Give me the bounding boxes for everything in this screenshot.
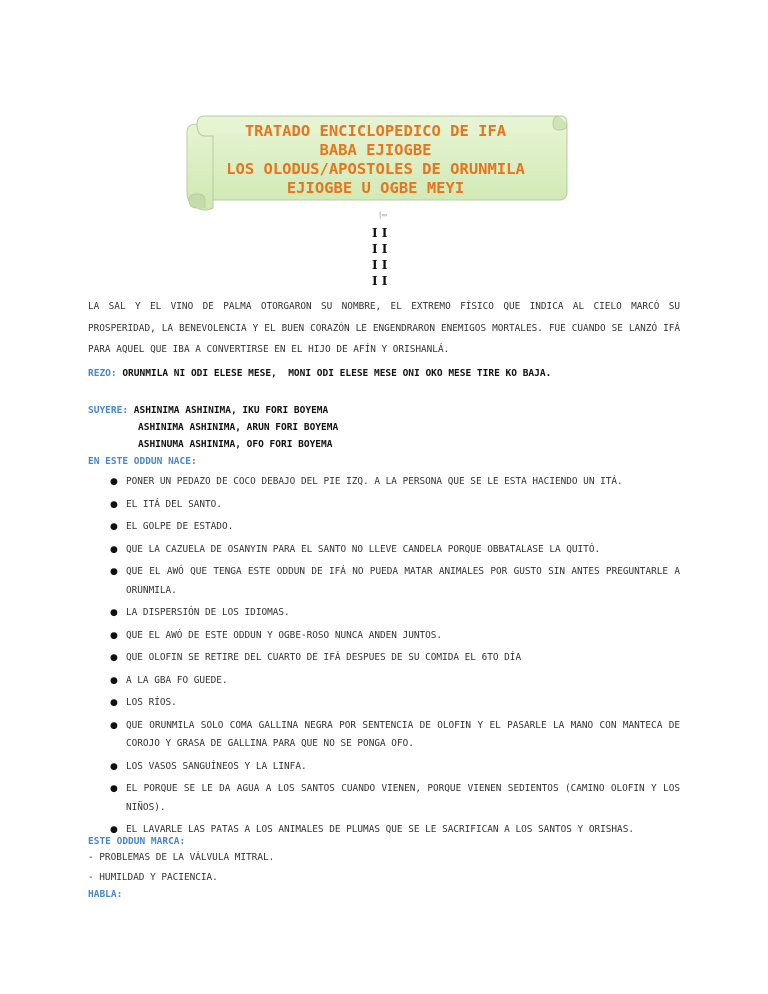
bullet-icon: ● [110,499,118,510]
banner-line-1: TRATADO ENCICLOPEDICO DE IFA [244,122,507,140]
list-item: ● QUE EL AWÓ QUE TENGA ESTE ODDUN DE IFÁ NO PUEDA MATAR ANIMALES POR GUSTO SIN ANTES PREGUNTARLE A ORUNMILA. [88,563,680,600]
suyere-line: ASHINUMA ASHINIMA, OFO FORI BOYEMA [138,439,333,450]
nace-heading: EN ESTE ODDUN NACE: [88,456,197,467]
suyere-block [88,402,338,453]
marca-item: - HUMILDAD Y PACIENCIA. [88,872,218,883]
list-item: ● QUE OLOFIN SE RETIRE DEL CUARTO DE IFÁ DESPUES DE SU COMIDA EL 6TO DÍA [88,649,680,668]
bullet-icon: ● [110,544,118,555]
list-item: ● LOS VASOS SANGUÍNEOS Y LA LINFA. [88,758,680,777]
habla-heading: HABLA: [88,889,123,900]
title-banner [183,112,568,212]
bullet-icon: ● [110,698,118,708]
list-item: ● EL GOLPE DE ESTADO. [88,518,680,537]
banner-line-3: LOS OLODUS/APOSTOLES DE ORUNMILA [226,160,525,178]
bullet-icon: ● [110,567,118,577]
suyere-label: SUYERE: [88,405,129,416]
list-item: ● LA DISPERSIÓN DE LOS IDIOMAS. [88,604,680,623]
bullet-icon: ● [110,653,118,663]
bullet-icon: ● [110,761,118,772]
list-item: ● A LA GBA FO GUEDE. [88,672,680,691]
sign-row: I I [372,226,388,240]
list-item: ● EL ITÁ DEL SANTO. [88,496,680,515]
suyere-line: ASHINIMA ASHINIMA, ARUN FORI BOYEMA [138,422,339,433]
rezo-label: REZO: [88,368,117,379]
odu-sign [372,225,387,289]
banner-line-2: BABA EJIOGBE [319,141,432,159]
rezo-line [88,368,551,379]
sign-row: I I [372,274,388,288]
intro-paragraph: LA SAL Y EL VINO DE PALMA OTORGARON SU NOMBRE, EL EXTREMO FÍSICO QUE INDICA AL CIELO MARCÓ SU PROSPERIDAD, LA BENEVOLENCIA Y EL BUEN CORAZÓN LE ENGENDRARON ENEMIGOS MORTALES. FUE CUANDO SE LANZÓ IFÁ PARA AQUEL QUE IBA A CONVERTIRSE EN EL HIJO DE AFÍN Y ORISHANLÁ. [88,301,680,355]
banner-title [183,122,568,198]
sign-row: I I [372,242,388,256]
list-item: ● EL PORQUE SE LE DA AGUA A LOS SANTOS CUANDO VIENEN, PORQUE VIENEN SEDIENTOS (CAMINO OLOFIN Y LOS NIÑOS). [88,780,680,817]
bullet-icon: ● [110,825,118,835]
list-item: ● LOS RÍOS. [88,694,680,713]
bullet-icon: ● [110,720,118,731]
list-item: ● EL LAVARLE LAS PATAS A LOS ANIMALES DE PLUMAS QUE SE LE SACRIFICAN A LOS SANTOS Y ORISHAS. [88,821,680,840]
list-item: ● PONER UN PEDAZO DE COCO DEBAJO DEL PIE IZQ. A LA PERSONA QUE SE LE ESTA HACIENDO UN ITÁ. [88,473,680,492]
bullet-icon: ● [110,630,118,641]
bullet-icon: ● [110,608,118,618]
bullet-icon: ● [110,477,118,487]
list-item: ● QUE EL AWÓ DE ESTE ODDUN Y OGBE-ROSO NUNCA ANDEN JUNTOS. [88,627,680,646]
banner-line-4: EJIOGBE U OGBE MEYI [286,179,465,197]
cursor-marker: |▭ [378,211,387,219]
nace-list [88,473,680,844]
bullet-icon: ● [110,522,118,532]
list-item: ● QUE ORUNMILA SOLO COMA GALLINA NEGRA POR SENTENCIA DE OLOFIN Y EL PASARLE LA MANO CON MANTECA DE COROJO Y GRASA DE GALLINA PARA QUE NO SE PONGA OFO. [88,717,680,754]
list-item: ● QUE LA CAZUELA DE OSANYIN PARA EL SANTO NO LLEVE CANDELA PORQUE OBBATALASE LA QUITÓ. [88,541,680,560]
sign-row: I I [372,258,388,272]
bullet-icon: ● [110,675,118,686]
marca-item: - PROBLEMAS DE LA VÁLVULA MITRAL. [88,852,275,863]
suyere-line: ASHINIMA ASHINIMA, IKU FORI BOYEMA [128,405,329,416]
rezo-text: ORUNMILA NI ODI ELESE MESE, MONI ODI ELESE MESE ONI OKO MESE TIRE KO BAJA. [116,368,552,379]
marca-heading: ESTE ODDUN MARCA: [88,836,186,847]
bullet-icon: ● [110,784,118,794]
marca-list [88,848,274,888]
